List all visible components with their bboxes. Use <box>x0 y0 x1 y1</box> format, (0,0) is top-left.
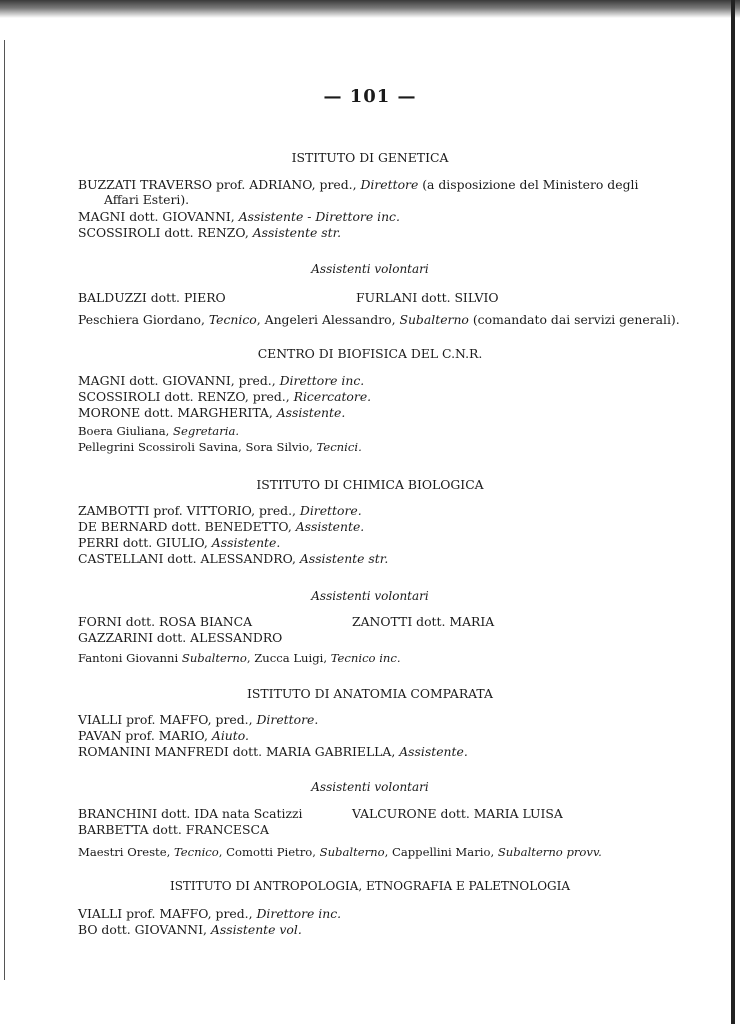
section-heading-antropologia: ISTITUTO DI ANTROPOLOGIA, ETNOGRAFIA E PALETNOLOGIA <box>169 879 571 893</box>
staff-line: PERRI dott. GIULIO, Assistente. <box>78 535 281 550</box>
support-staff-line: Peschiera Giordano, Tecnico, Angeleri Alessandro, Subalterno (comandato dai servizi generali). <box>78 312 680 327</box>
staff-line: DE BERNARD dott. BENEDETTO, Assistente. <box>78 519 365 534</box>
volunteer-name: FORNI dott. ROSA BIANCA <box>78 614 253 629</box>
volunteer-name: GAZZARINI dott. ALESSANDRO <box>78 630 283 645</box>
support-staff-line: Fantoni Giovanni Subalterno, Zucca Luigi, Tecnico inc. <box>78 651 401 665</box>
page-number: — 101 — <box>323 86 417 107</box>
staff-line: BUZZATI TRAVERSO prof. ADRIANO, pred., Direttore (a disposizione del Ministero degli <box>78 177 639 192</box>
subheading-volontari: Assistenti volontari <box>311 780 429 794</box>
staff-line: BO dott. GIOVANNI, Assistente vol. <box>78 922 302 937</box>
volunteer-name: BRANCHINI dott. IDA nata Scatizzi <box>78 806 303 821</box>
staff-line: SCOSSIROLI dott. RENZO, pred., Ricercatore. <box>78 389 372 404</box>
volunteer-name: VALCURONE dott. MARIA LUISA <box>352 806 563 821</box>
section-heading-genetica: ISTITUTO DI GENETICA <box>291 150 449 165</box>
subheading-volontari: Assistenti volontari <box>311 262 429 276</box>
staff-line: VIALLI prof. MAFFO, pred., Direttore. <box>78 712 319 727</box>
staff-line: CASTELLANI dott. ALESSANDRO, Assistente str. <box>78 551 389 566</box>
volunteer-name: FURLANI dott. SILVIO <box>356 290 499 305</box>
subheading-volontari: Assistenti volontari <box>311 589 429 603</box>
support-staff-line: Maestri Oreste, Tecnico, Comotti Pietro, Subalterno, Cappellini Mario, Subalterno provv. <box>78 845 602 859</box>
section-heading-biofisica: CENTRO DI BIOFISICA DEL C.N.R. <box>257 346 483 361</box>
volunteer-name: ZANOTTI dott. MARIA <box>352 614 495 629</box>
staff-line: Pellegrini Scossiroli Savina, Sora Silvio, Tecnici. <box>78 440 362 454</box>
staff-line: MORONE dott. MARGHERITA, Assistente. <box>78 405 346 420</box>
staff-line: MAGNI dott. GIOVANNI, pred., Direttore inc. <box>78 373 365 388</box>
section-heading-chimica: ISTITUTO DI CHIMICA BIOLOGICA <box>256 477 484 492</box>
volunteer-name: BALDUZZI dott. PIERO <box>78 290 226 305</box>
staff-line: Boera Giuliana, Segretaria. <box>78 424 240 438</box>
staff-line: Affari Esteri). <box>104 192 190 207</box>
staff-line: PAVAN prof. MARIO, Aiuto. <box>78 728 249 743</box>
staff-line: MAGNI dott. GIOVANNI, Assistente - Direttore inc. <box>78 209 400 224</box>
staff-line: ROMANINI MANFREDI dott. MARIA GABRIELLA, Assistente. <box>78 744 468 759</box>
staff-line: SCOSSIROLI dott. RENZO, Assistente str. <box>78 225 342 240</box>
volunteer-name: BARBETTA dott. FRANCESCA <box>78 822 269 837</box>
staff-line: ZAMBOTTI prof. VITTORIO, pred., Direttore. <box>78 503 362 518</box>
staff-line: VIALLI prof. MAFFO, pred., Direttore inc. <box>78 906 342 921</box>
section-heading-anatomia: ISTITUTO DI ANATOMIA COMPARATA <box>247 686 493 701</box>
